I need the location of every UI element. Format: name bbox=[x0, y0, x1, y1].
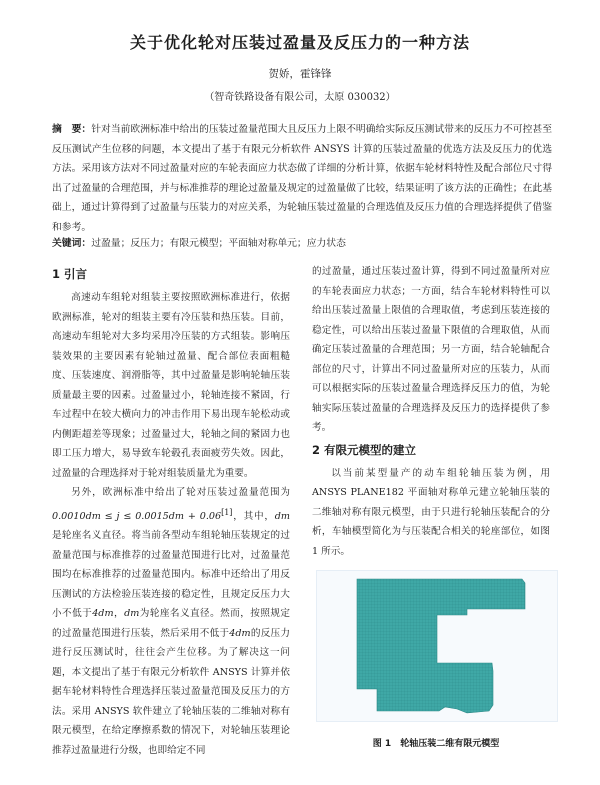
p2-tail: 的反压力进行反压测试时，往往会产生位移。为了解决这一问题，本文提出了基于有限元分析软件 ANSYS 计算并依据车轮材料特性合理选择压装过盈量范围及反压力的方法。采用 ANSYS 软件建立了轮轴压装的二维轴对称有限元模型，在给定摩擦系数的情况下，对轮轴压装理论推荐过盈量进行分级，也即给定不同 bbox=[52, 627, 291, 756]
right-column bbox=[312, 262, 550, 561]
p2-mid: ，其中， bbox=[232, 510, 275, 522]
fem-mesh-image bbox=[317, 571, 557, 721]
fem-paragraph: 以当前某型量产的动车组轮轴压装为例，用 ANSYS PLANE182 平面轴对称单元建立轮轴压装的二维轴对称有限元模型，由于只进行轮轴压装配合的分析，车轴模型简化为与压装配合相关的轮座部位，如图 1 所示。 bbox=[312, 467, 550, 557]
formula-overlap-range: 0.0010dm ≤ j ≤ 0.0015dm + 0.06 bbox=[52, 510, 222, 522]
keywords-text: 过盈量；反压力；有限元模型；平面轴对称单元；应力状态 bbox=[91, 238, 346, 249]
p2-comma: ， bbox=[113, 608, 125, 620]
keywords-label: 关键词： bbox=[52, 238, 92, 249]
keywords bbox=[52, 236, 552, 252]
section-1-heading: 1 引言 bbox=[52, 267, 88, 281]
p2-post: 是轮座名义直径。将当前各型动车组轮轴压装规定的过盈量范围与标准推荐的过盈量范围进行比对，过盈量范围均在标准推荐的过盈量范围内。标准中还给出了用反压测试的方法检验压装连接的稳定性，且规定反压力大小不低于 bbox=[52, 530, 290, 620]
formula-4dm-2: 4dm bbox=[229, 627, 251, 639]
figure-1-fem-mesh bbox=[316, 570, 558, 722]
var-dm-2: dm bbox=[124, 608, 140, 620]
p2-post2: 为轮座名义直径。然而，按照规定的过盈量范围进行压装，然后采用不低于 bbox=[52, 608, 291, 639]
p2-pre: 另外，欧洲标准中给出了轮对压装过盈量范围为 bbox=[71, 487, 290, 498]
wheel-mesh-shape bbox=[357, 579, 525, 713]
abstract bbox=[52, 120, 552, 237]
right-cont-paragraph: 的过盈量，通过压装过盈计算，得到不同过盈量所对应的车轮表面应力状态；一方面，结合车轮材料特性可以给出压装过盈量上限值的合理取值，考虑到压装连接的稳定性，可以给出压装过盈量下限值的合理取值，从而确定压装过盈量的合理范围；另一方面，结合轮轴配合部位的尺寸，计算出不同过盈量所对应的压装力，从而可以根据实际的压装过盈量合理选择反压力的值，为轮轴实际压装过盈量的合理选择及反压力的选择提供了参考。 bbox=[312, 266, 550, 433]
abstract-text: 针对当前欧洲标准中给出的压装过盈量范围大且反压力上限不明确给实际反压测试带来的反压力不可控甚至反压测试产生位移的问题，本文提出了基于有限元分析软件 ANSYS 计算的压装过盈量的优选方法及反压力的优选方法。采用该方法对不同过盈量对应的车轮表面应力状态做了详细的分析计算，依据车轮材料特性及配合部位尺寸得出了过盈量的合理范围，并与标准推荐的理论过盈量及规定的过盈量做了比较，结果证明了该方法的正确性；在此基础上，通过计算得到了过盈量与压装力的对应关系，为轮轴压装过盈量的合理选值及反压力值的合理选择提供了借鉴和参考。 bbox=[52, 124, 553, 233]
left-column bbox=[52, 262, 290, 760]
paper-authors: 贺娇，霍锋锋 bbox=[268, 68, 332, 80]
intro-paragraph-1: 高速动车组轮对组装主要按照欧洲标准进行，依据欧洲标准，轮对的组装主要有冷压装和热压装。目前，高速动车组轮对大多均采用冷压装的方式组装。影响压装效果的主要因素有轮轴过盈量、配合部位表面粗糙度、压装速度、润滑脂等，其中过盈量是影响轮轴压装质量最主要的因素。过盈量过小，轮轴连接不紧固，行车过程中在较大横向力的冲击作用下易出现车轮松动或内侧距超差等现象；过盈量过大，轮轴之间的紧固力也即工压力增大，易导致车轮毂孔表面疲劳失效。因此，过盈量的合理选择对于轮对组装质量尤为重要。 bbox=[52, 292, 290, 479]
section-2-heading: 2 有限元模型的建立 bbox=[312, 442, 417, 457]
citation: [1] bbox=[221, 507, 233, 517]
paper-affiliation: （智奇铁路设备有限公司，太原 030032） bbox=[204, 92, 396, 103]
formula-4dm: 4dm bbox=[92, 608, 114, 620]
figure-1-caption: 图 1 轮轴压装二维有限元模型 bbox=[372, 739, 500, 749]
paper-title: 关于优化轮对压装过盈量及反压力的一种方法 bbox=[129, 33, 470, 52]
var-dm: dm bbox=[274, 510, 290, 522]
intro-paragraph-2 bbox=[52, 483, 290, 760]
abstract-label: 摘 要： bbox=[52, 124, 92, 135]
